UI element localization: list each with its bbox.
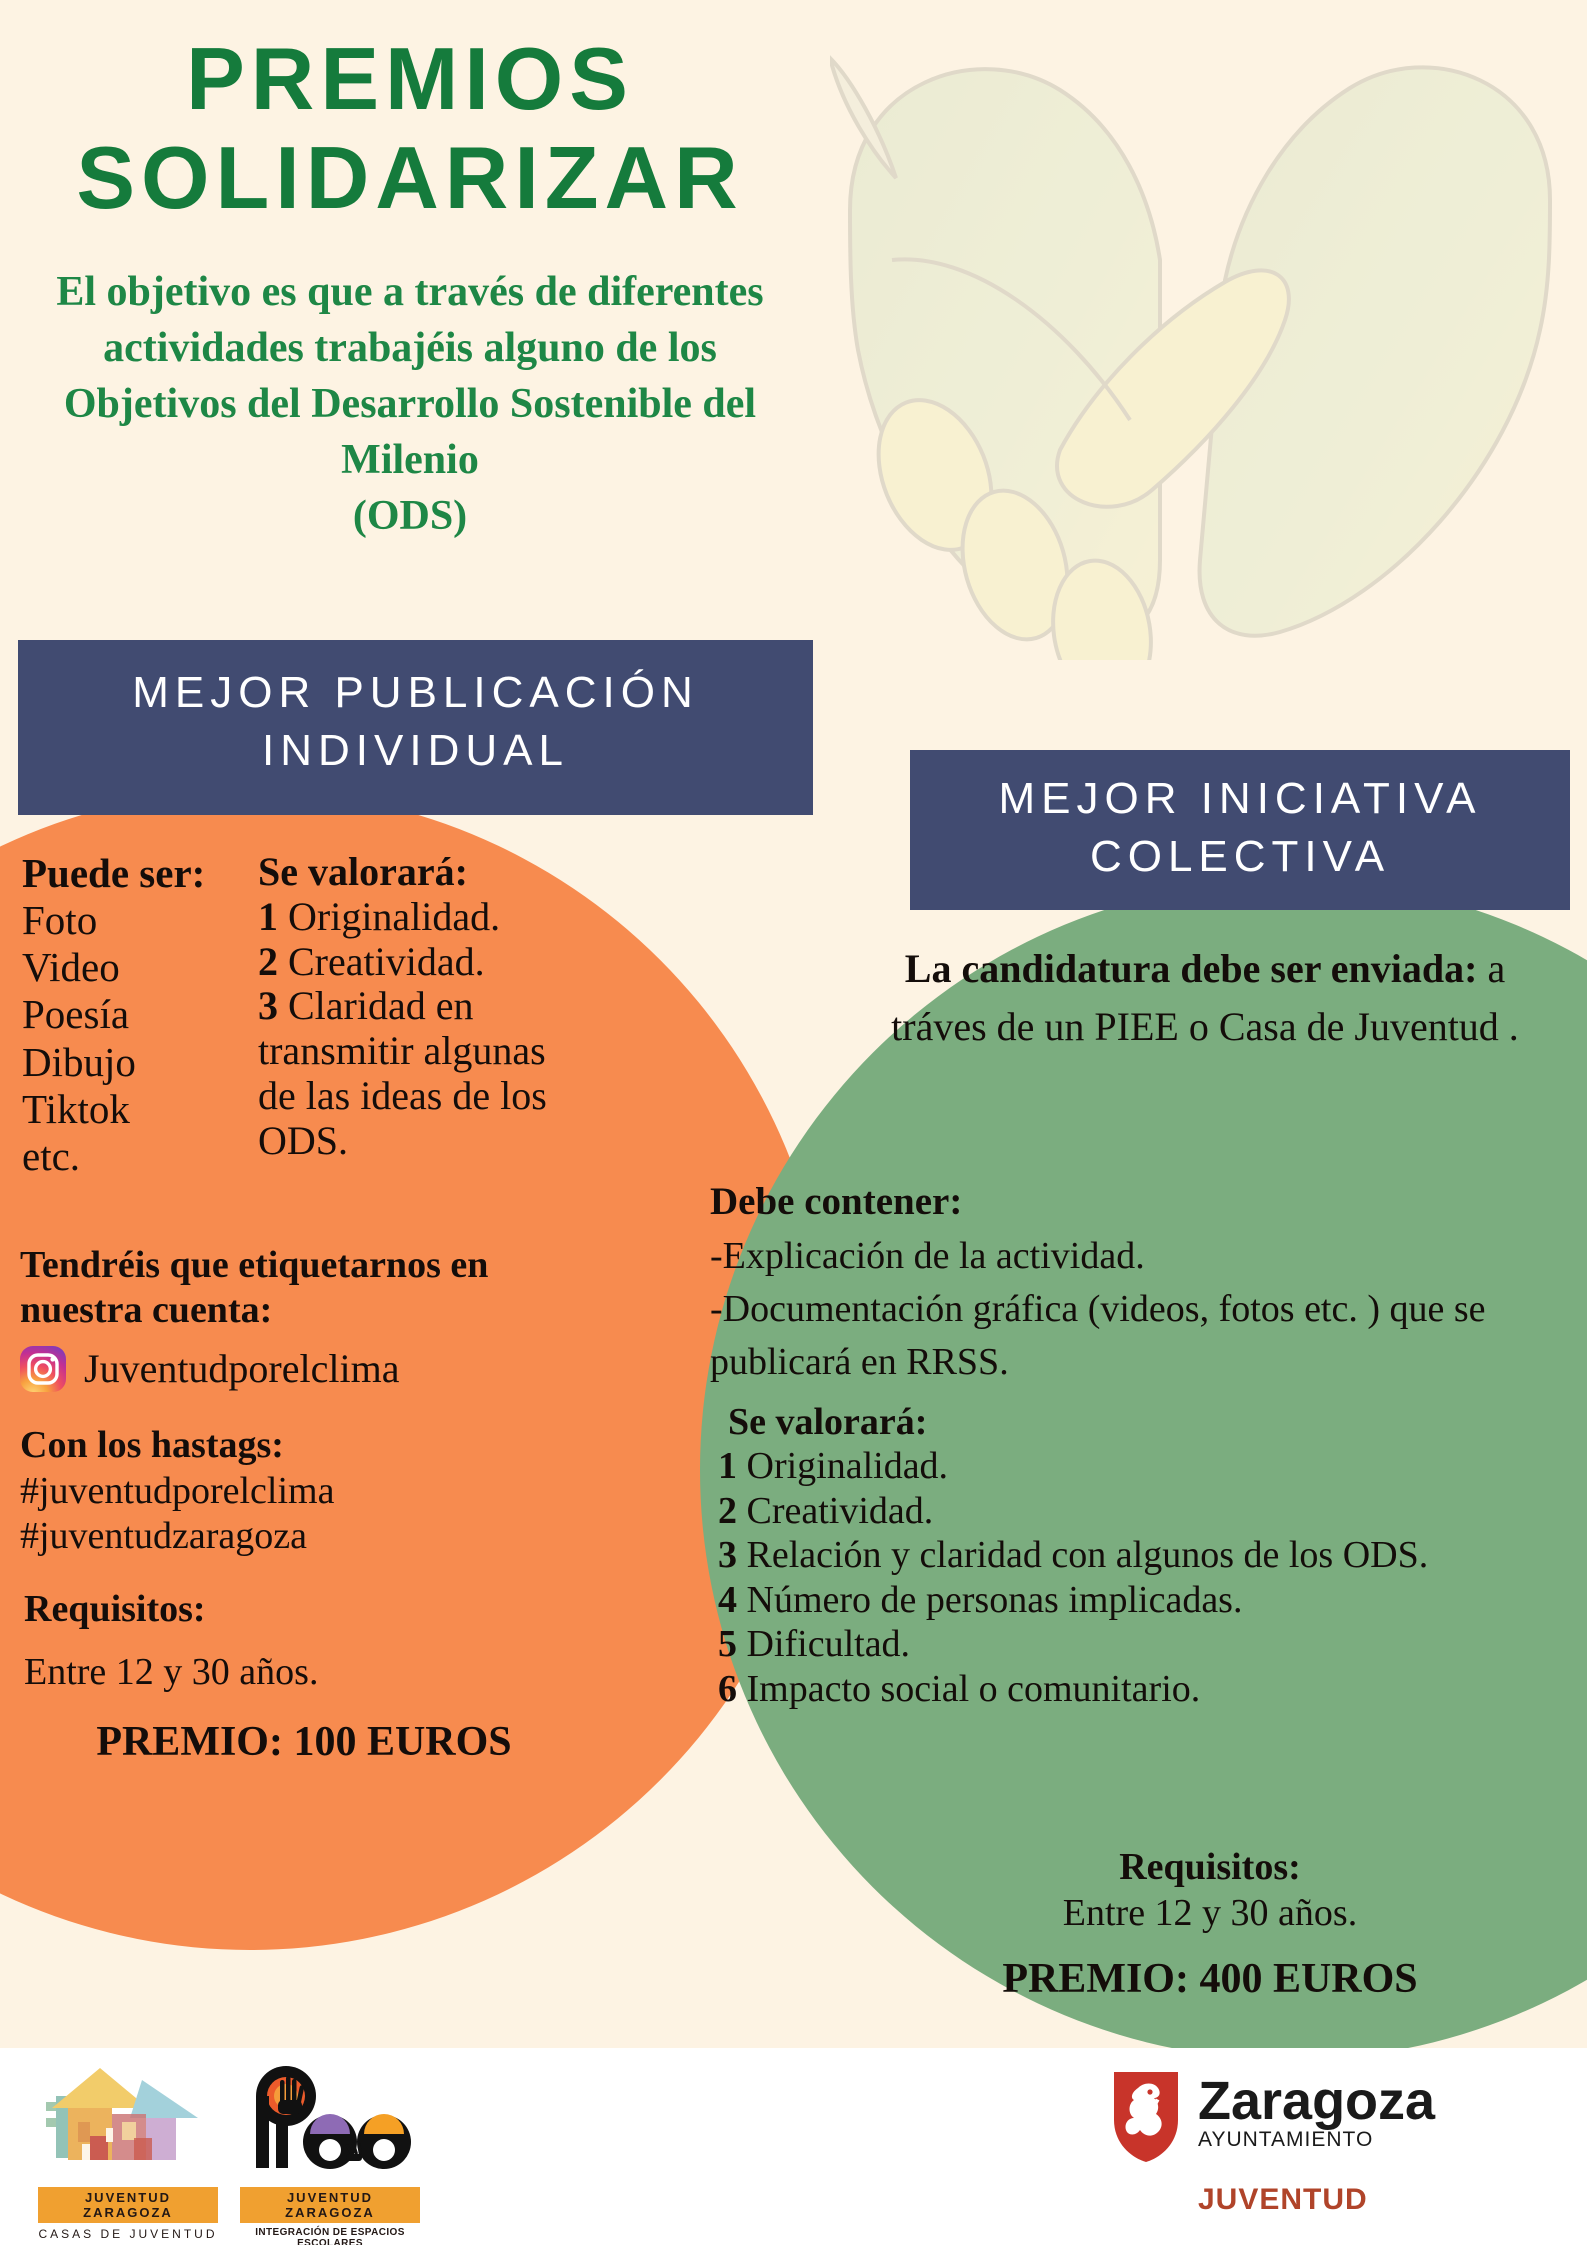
hashtag-item: #juventudporelclima [20, 1469, 335, 1512]
valorara-item-number: 6 [718, 1667, 737, 1710]
title-line-solidarizar: SOLIDARIZAR [76, 127, 744, 227]
puede-ser-item: Poesía [22, 991, 130, 1038]
subtitle [30, 265, 790, 544]
instagram-icon [20, 1346, 66, 1392]
valorara-item-text: Originalidad. [288, 893, 501, 939]
etiquetar-block [20, 1243, 600, 1333]
valorara-item [718, 1622, 1578, 1666]
valorara-item-number: 2 [258, 938, 278, 984]
debe-contener-item: -Documentación gráfica (videos, fotos etc. ) que se publicará en RRSS. [710, 1287, 1486, 1383]
colectiva-prize: PREMIO: 400 EUROS [1002, 1956, 1418, 2002]
requisitos-text: Entre 12 y 30 años. [1062, 1891, 1358, 1934]
colectiva-valorara-block [718, 1400, 1578, 1711]
valorara-item-number: 5 [718, 1623, 737, 1666]
instagram-account-row[interactable] [20, 1345, 580, 1392]
candidatura-block [875, 940, 1535, 1056]
valorara-item [258, 984, 558, 1163]
zaragoza-ayuntamiento: AYUNTAMIENTO [1198, 2128, 1374, 2151]
banner-colectiva-line-2: COLECTIVA [1089, 832, 1391, 882]
piee-logo-band: JUVENTUD ZARAGOZA [240, 2187, 420, 2223]
valorara-item-text: Relación y claridad con algunos de los ODS. [746, 1534, 1429, 1577]
casas-logo-sub: CASAS DE JUVENTUD [38, 2227, 218, 2241]
valorara-item [258, 895, 558, 940]
banner-individual-line-1: MEJOR PUBLICACIÓN [132, 668, 699, 717]
piee-logo-icon [240, 2062, 420, 2180]
subtitle-line-5: (ODS) [352, 492, 468, 539]
valorara-item [718, 1489, 1578, 1533]
title-line-premios: PREMIOS [186, 29, 634, 128]
individual-prize: PREMIO: 100 EUROS [96, 1719, 512, 1765]
etiquetar-line-1: Tendréis que etiquetarnos en [20, 1244, 489, 1286]
subtitle-line-3: Objetivos del Desarrollo Sostenible del [63, 380, 757, 427]
zaragoza-wordmark: Zaragoza [1198, 2071, 1436, 2131]
valorara-item-text: Dificultad. [746, 1623, 911, 1666]
piee-logo-sub: INTEGRACIÓN DE ESPACIOS ESCOLARES [255, 2227, 405, 2245]
requisitos-heading: Requisitos: [24, 1588, 206, 1630]
valorara-item [718, 1444, 1578, 1488]
valorara-item-number: 1 [718, 1445, 737, 1488]
valorara-item-number: 3 [718, 1534, 737, 1577]
zaragoza-logo [1110, 2068, 1510, 2228]
puede-ser-heading: Puede ser: [22, 850, 206, 896]
casas-de-juventud-icon [38, 2062, 218, 2180]
casas-logo-band: JUVENTUD ZARAGOZA [38, 2187, 218, 2223]
colectiva-requisitos-block [900, 1845, 1520, 1936]
hashtags-block [20, 1423, 600, 1560]
valorara-item-text: Claridad en transmitir algunas de las ideas de los ODS. [258, 983, 547, 1163]
valorara-item-number: 1 [258, 893, 278, 939]
valorara-item-text: Creatividad. [746, 1489, 934, 1532]
valorara-item-number: 3 [258, 983, 278, 1029]
puede-ser-item: etc. [22, 1132, 81, 1179]
subtitle-line-4: Milenio [341, 436, 479, 483]
valorara-item [718, 1578, 1578, 1622]
banner-colectiva-line-1: MEJOR INICIATIVA [998, 774, 1482, 823]
valorara-item [718, 1667, 1578, 1711]
valorara-item-text: Creatividad. [288, 938, 485, 984]
individual-requisitos-block [24, 1585, 584, 1698]
footer [0, 2048, 1587, 2245]
valorara-item [718, 1533, 1578, 1577]
page-title [30, 30, 790, 544]
banner-mejor-iniciativa-colectiva [910, 750, 1570, 910]
candidatura-text: a tráves de un PIEE o Casa de Juventud . [891, 946, 1519, 1049]
requisitos-heading: Requisitos: [1119, 1846, 1301, 1888]
valorara-item [258, 940, 558, 985]
debe-contener-block [710, 1175, 1580, 1389]
banner-individual-line-2: INDIVIDUAL [262, 726, 569, 776]
etiquetar-line-2: nuestra cuenta: [20, 1288, 273, 1331]
puede-ser-item: Video [22, 944, 120, 991]
valorara-item-text: Originalidad. [746, 1445, 949, 1488]
piee-logo [240, 2062, 420, 2245]
instagram-handle: Juventudporelclima [84, 1346, 400, 1391]
zaragoza-lion-shield-icon [1110, 2068, 1182, 2169]
casas-de-juventud-logo [38, 2062, 218, 2241]
subtitle-line-1: El objetivo es que a través de diferentes [56, 269, 764, 316]
debe-contener-heading: Debe contener: [710, 1180, 963, 1223]
valorara-item-text: Número de personas implicadas. [746, 1578, 1243, 1621]
zaragoza-juventud: JUVENTUD [1198, 2183, 1368, 2216]
valorara-item-number: 2 [718, 1489, 737, 1532]
individual-valorara-block [258, 850, 558, 1164]
valorara-item-number: 4 [718, 1578, 737, 1621]
subtitle-line-2: actividades trabajéis alguno de los [103, 324, 717, 371]
puede-ser-item: Foto [22, 897, 98, 944]
banner-mejor-publicacion-individual [18, 640, 813, 815]
footer-logo-row [0, 2048, 1587, 2245]
requisitos-text: Entre 12 y 30 años. [24, 1651, 319, 1694]
puede-ser-item: Dibujo [22, 1038, 136, 1085]
puede-ser-item: Tiktok [22, 1085, 130, 1132]
debe-contener-item: -Explicación de la actividad. [710, 1234, 1145, 1277]
valorara-heading: Se valorará: [728, 1401, 928, 1443]
hashtag-item: #juventudzaragoza [20, 1515, 307, 1558]
hashtags-heading: Con los hastags: [20, 1424, 284, 1466]
puede-ser-block [22, 850, 232, 1180]
valorara-item-text: Impacto social o comunitario. [746, 1667, 1201, 1710]
valorara-heading: Se valorará: [258, 849, 468, 894]
hands-heart-icon [830, 20, 1570, 660]
candidatura-heading: La candidatura debe ser enviada: [904, 946, 1478, 991]
